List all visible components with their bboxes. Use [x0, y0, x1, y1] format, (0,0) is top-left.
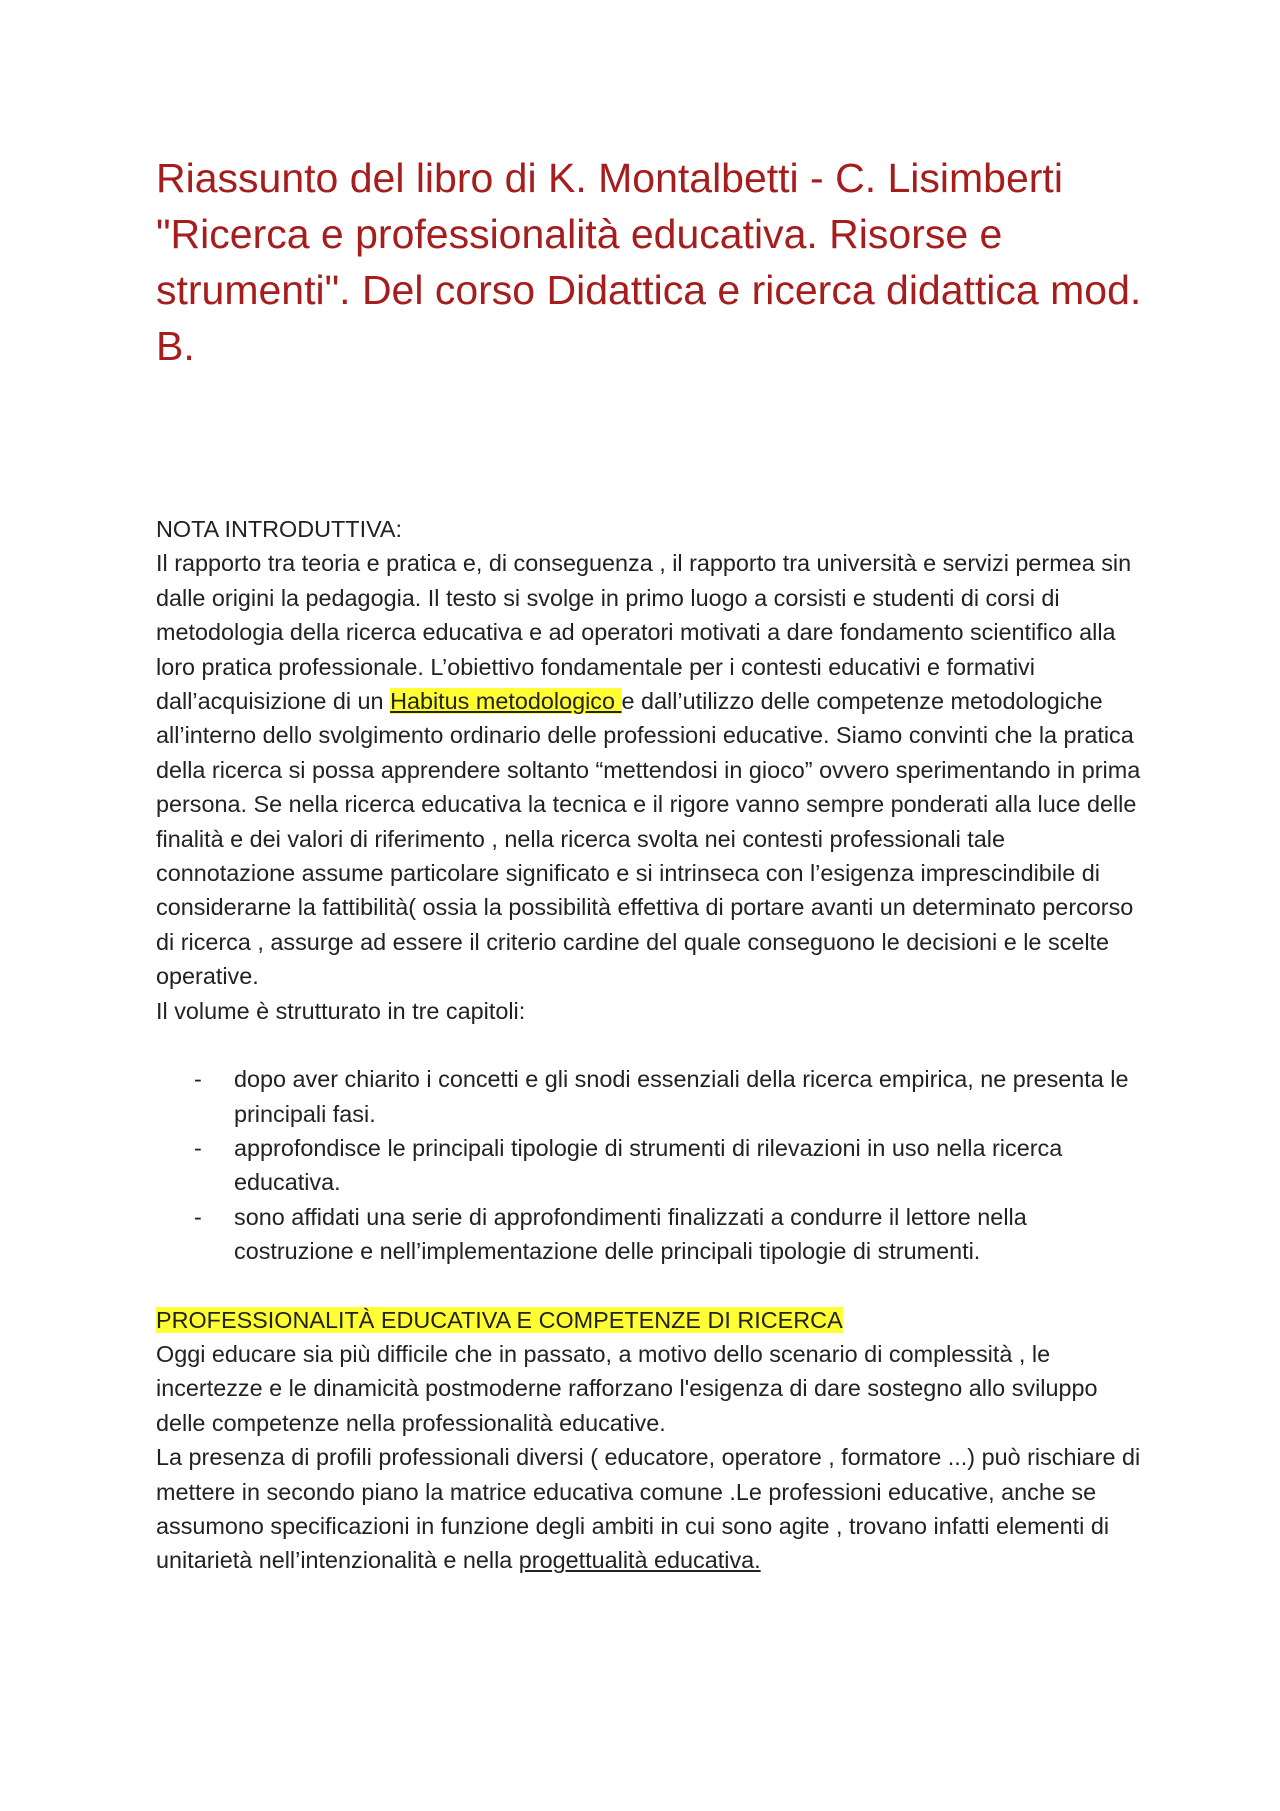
intro-text-part2: e dall’utilizzo delle competenze metodologiche all’interno dello svolgimento ordinario delle professioni educative. Siamo convinti che la pratica della ricerca si possa apprendere soltanto “mettendosi in gioco” ovvero sperimentando in prima persona. Se nella ricerca educativa la tecnica e il rigore vanno sempre ponderati alla luce delle finalità e dei valori di riferimento , nella ricerca svolta nei contesti professionali tale connotazione assume particolare significato e si intrinseca con l’esigenza imprescindibile di considerarne la fattibilità( ossia la possibilità effettiva di portare avanti un determinato percorso di ricerca , assurge ad essere il criterio cardine del quale conseguono le decisioni e le scelte operative. [156, 688, 1141, 990]
intro-paragraph [156, 546, 1146, 993]
chapters-list [156, 1062, 1146, 1268]
section-heading-line [156, 1303, 1146, 1337]
underlined-term: progettualità educativa. [518, 1547, 761, 1574]
list-dash: - [194, 1134, 202, 1161]
list-item [156, 1062, 1146, 1131]
section-heading: PROFESSIONALITÀ EDUCATIVA E COMPETENZE DI RICERCA [156, 1306, 843, 1333]
volume-structure-line: Il volume è strutturato in tre capitoli: [156, 997, 526, 1024]
list-item-text: approfondisce le principali tipologie di strumenti di rilevazioni in uso nella ricerca educativa. [234, 1134, 1063, 1196]
highlighted-term: Habitus metodologico [390, 688, 622, 715]
list-dash: - [194, 1066, 202, 1093]
intro-heading: NOTA INTRODUTTIVA: [156, 516, 403, 542]
list-item-text: sono affidati una serie di approfondimenti finalizzati a condurre il lettore nella costruzione e nell’implementazione delle principali tipologie di strumenti. [234, 1203, 1027, 1265]
document-title: Riassunto del libro di K. Montalbetti - C. Lisimberti "Ricerca e professionalità educativa. Risorse e strumenti". Del corso Didattica e ricerca didattica mod. B. [156, 155, 1142, 369]
section-paragraph-1: Oggi educare sia più difficile che in passato, a motivo dello scenario di complessità , le incertezze e le dinamicità postmoderne rafforzano l'esigenza di dare sostegno allo sviluppo delle competenze nella professionalità educative. [156, 1340, 1098, 1436]
list-item [156, 1131, 1146, 1200]
section-paragraph-2-text: La presenza di profili professionali diversi ( educatore, operatore , formatore ...) può rischiare di mettere in secondo piano la matrice educativa comune .Le professioni educative, anche se assumono specificazioni in funzione degli ambiti in cui sono agite , trovano infatti elementi di unitarietà nell’intenzionalità e nella [156, 1444, 1141, 1574]
list-item [156, 1200, 1146, 1269]
intro-text-part1: Il rapporto tra teoria e pratica e, di conseguenza , il rapporto tra università e servizi permea sin dalle origini la pedagogia. Il testo si svolge in primo luogo a corsisti e studenti di corsi di metodologia della ricerca educativa e ad operatori motivati a dare fondamento scientifico alla loro pratica professionale. L’obiettivo fondamentale per i contesti educativi e formativi dall’acquisizione di un [156, 550, 1132, 715]
list-dash: - [194, 1203, 202, 1230]
section-paragraph-2 [156, 1440, 1146, 1578]
document-page [156, 150, 1146, 1578]
list-item-text: dopo aver chiarito i concetti e gli snodi essenziali della ricerca empirica, ne presenta le principali fasi. [234, 1066, 1129, 1127]
